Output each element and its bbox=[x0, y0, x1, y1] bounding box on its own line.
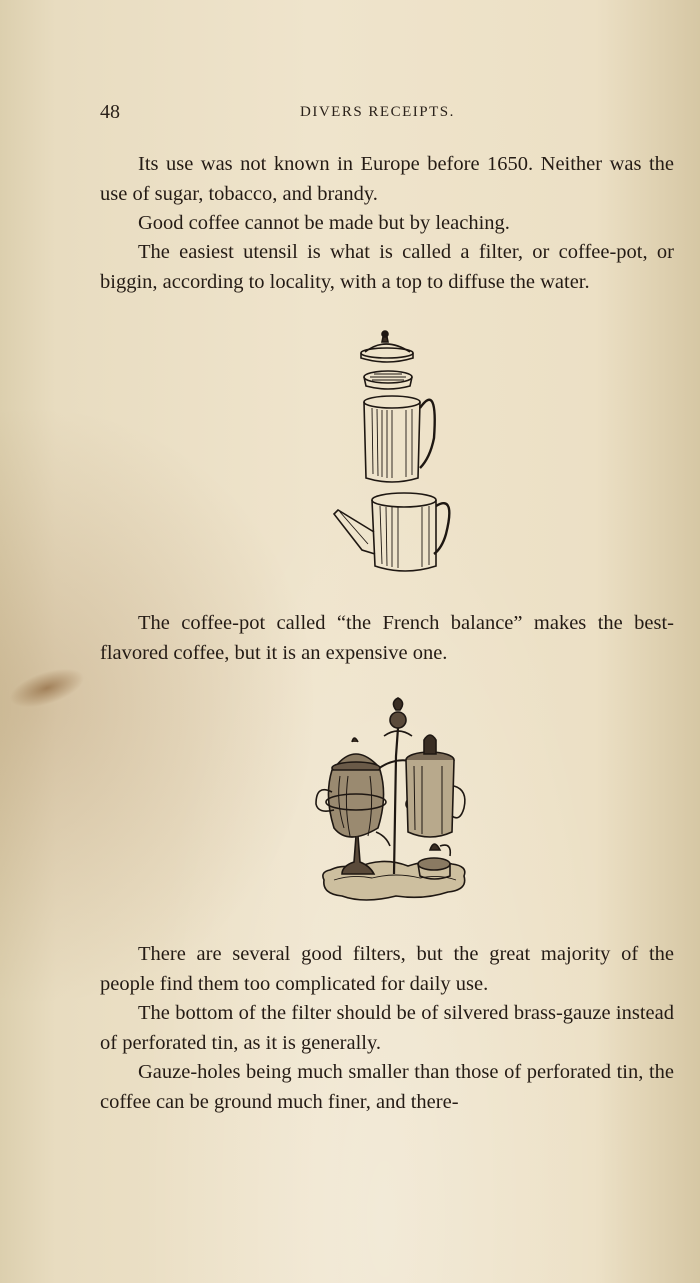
page-number: 48 bbox=[100, 101, 120, 123]
running-header bbox=[100, 101, 672, 129]
paragraph-utensil: The easiest utensil is what is called a filter, or coffee-pot, or biggin, according to locality, with a top to diffuse the water. bbox=[100, 241, 674, 293]
paragraph-leaching: Good coffee cannot be made but by leaching. bbox=[138, 212, 510, 234]
paragraph-europe: Its use was not known in Europe before 1650. Neither was the use of sugar, tobacco, and brandy. bbox=[100, 153, 674, 205]
paragraph-french-balance: The coffee-pot called “the French balance” makes the best-flavored coffee, but it is an expensive one. bbox=[100, 612, 674, 664]
paragraph-gauze-holes: Gauze-holes being much smaller than those of perforated tin, the coffee can be ground much finer, and there- bbox=[100, 1061, 674, 1113]
running-title: DIVERS RECEIPTS. bbox=[300, 104, 455, 120]
french-balance-illustration bbox=[312, 696, 472, 914]
paragraph-gauze: The bottom of the filter should be of silvered brass-gauze instead of perforated tin, as it is generally. bbox=[100, 1002, 674, 1054]
paragraph-filters: There are several good filters, but the great majority of the people find them too complicated for daily use. bbox=[100, 943, 674, 995]
page-stain bbox=[5, 661, 89, 716]
coffee-filter-illustration bbox=[330, 328, 455, 578]
